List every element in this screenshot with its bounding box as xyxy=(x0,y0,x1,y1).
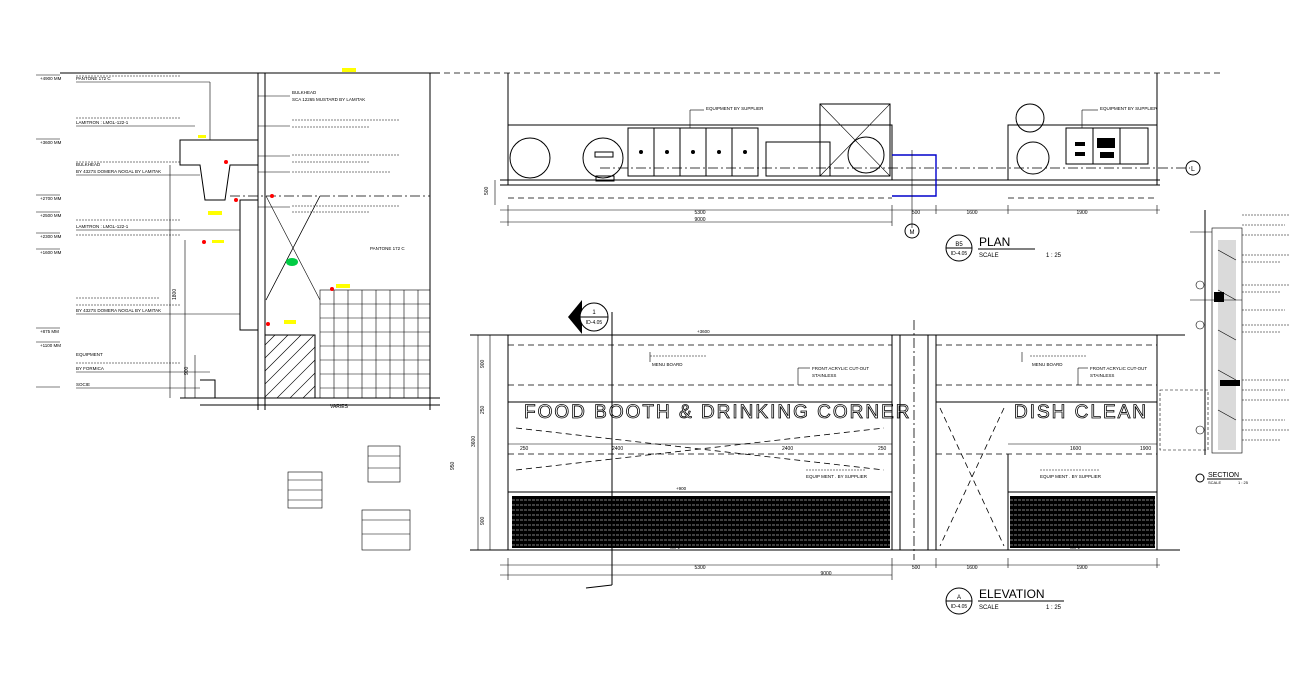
elev-dim-5300: 5300 xyxy=(694,565,706,571)
note-9: SOCIE xyxy=(76,382,91,387)
note-4: BY 4327S DOMERA NOGAL BY LAMITAK xyxy=(76,169,162,174)
note-2: LAMITRON : LMGL-122-1 xyxy=(76,120,129,125)
elev-tag-top: A xyxy=(956,595,962,601)
elev-dim-500: 500 xyxy=(911,565,921,571)
elev-tag-bottom: ID-4.05 xyxy=(950,604,968,610)
elev-vdim-3: 950 xyxy=(450,461,456,470)
elev-menu-board-right: MENU BOARD xyxy=(1032,362,1063,367)
elev-dim-1900: 1900 xyxy=(1076,565,1088,571)
note-6: BY 4327S DOMERA NOGAL BY LAMITAK xyxy=(76,308,162,313)
section-tag-top: 1 xyxy=(592,310,596,316)
elev-vdim-total: 3600 xyxy=(471,435,477,447)
elev-vdim-4: 900 xyxy=(480,516,486,525)
elev-tag-ss-left: SS-1 xyxy=(670,545,681,550)
level-1: +4900 MM xyxy=(40,76,62,81)
sign-dish-clean: DISH CLEAN xyxy=(1014,402,1149,423)
section-tag-bottom: ID-4.05 xyxy=(585,320,603,326)
grid-label-l: L xyxy=(1191,166,1195,173)
elev-dim-2400-b: 2400 xyxy=(782,446,794,452)
elev-stainless-left: STAINLESS xyxy=(812,373,837,378)
plan-dim-1600: 1600 xyxy=(966,210,978,216)
elev-scale-value: 1 : 25 xyxy=(1046,605,1062,611)
elev-menu-board-left: MENU BOARD xyxy=(652,362,683,367)
left-dim-900: 900 xyxy=(184,366,190,375)
elev-dim-250-right: 250 xyxy=(878,446,887,452)
plan-tag-bottom: ID-4.05 xyxy=(950,251,968,257)
note-11: SCA 12265 MUSTARD BY LAMITAK xyxy=(292,97,366,102)
section-scale-value: 1 : 25 xyxy=(1238,480,1249,485)
plan-equip-note-2: EQUIPMENT BY SUPPLIER xyxy=(1100,106,1158,111)
elev-level-mid: +900 xyxy=(676,486,687,491)
plan-scale-value: 1 : 25 xyxy=(1046,253,1062,259)
level-7: +875 MM xyxy=(40,329,59,334)
note-3: BULKHEAD xyxy=(76,162,101,167)
elev-dim-1600: 1600 xyxy=(966,565,978,571)
section-speckle xyxy=(1218,240,1236,450)
left-dim-varies: VARIES xyxy=(330,404,348,410)
note-8: BY FORMICA xyxy=(76,366,104,371)
plan-scale-label: SCALE xyxy=(979,253,999,259)
elev-dim-250-left: 250 xyxy=(520,446,529,452)
elev-vdim-1: 900 xyxy=(480,359,486,368)
elev-dim-2400-a: 2400 xyxy=(612,446,624,452)
plan-equip-note-1: EQUIPMENT BY SUPPLIER xyxy=(706,106,764,111)
elev-dim-inner-right-1: 1600 xyxy=(1070,446,1082,452)
grid-label-m: M xyxy=(909,230,915,236)
elev-level-top: +3600 xyxy=(697,329,710,334)
elev-scale-label: SCALE xyxy=(979,605,999,611)
elev-stainless-right: STAINLESS xyxy=(1090,373,1115,378)
sign-food-booth: FOOD BOOTH & DRINKING CORNER xyxy=(524,402,912,423)
elev-front-acrylic-left: FRONT ACRYLIC CUT-OUT xyxy=(812,366,870,371)
elev-equip-left: EQUIP MENT . BY SUPPLIER xyxy=(806,474,868,479)
plan-dim-left: 500 xyxy=(484,186,490,195)
level-4: +2500 MM xyxy=(40,213,62,218)
left-dim-1800: 1800 xyxy=(172,288,178,300)
note-5: LAMITRON : LMGL-122-1 xyxy=(76,224,129,229)
note-12: PANTONE 172 C xyxy=(370,246,405,251)
plan-title: PLAN xyxy=(979,235,1011,249)
note-10: BULKHEAD xyxy=(292,90,317,95)
plan-tag-top: B5 xyxy=(955,242,963,248)
stainless-ribbed-panel-right xyxy=(1010,496,1155,548)
elev-vdim-5: 250 xyxy=(480,405,486,414)
plan-dim-5300: 5300 xyxy=(694,210,706,216)
level-6: +1600 MM xyxy=(40,250,62,255)
elev-dim-total: 9000 xyxy=(820,571,832,577)
elev-tag-ss-right: SS-1 xyxy=(1070,545,1081,550)
level-2: +3600 MM xyxy=(40,140,62,145)
elev-equip-right: EQUIP MENT . BY SUPPLIER xyxy=(1040,474,1102,479)
level-8: +1100 MM xyxy=(40,343,62,348)
plan-dim-total: 9000 xyxy=(694,217,706,223)
level-5: +2300 MM xyxy=(40,234,62,239)
section-title: SECTION xyxy=(1208,472,1240,479)
plan-dim-500: 500 xyxy=(911,210,921,216)
section-scale-label: SCALE xyxy=(1208,480,1222,485)
elev-dim-inner-right-2: 1900 xyxy=(1140,446,1152,452)
note-1: PANTONE 172 C xyxy=(76,76,111,81)
stainless-ribbed-panel-left xyxy=(512,496,890,548)
elevation-title: ELEVATION xyxy=(979,587,1045,601)
note-7: EQUIPMENT xyxy=(76,352,103,357)
plan-dim-1900: 1900 xyxy=(1076,210,1088,216)
elev-front-acrylic-right: FRONT ACRYLIC CUT-OUT xyxy=(1090,366,1148,371)
level-3: +2700 MM xyxy=(40,196,62,201)
